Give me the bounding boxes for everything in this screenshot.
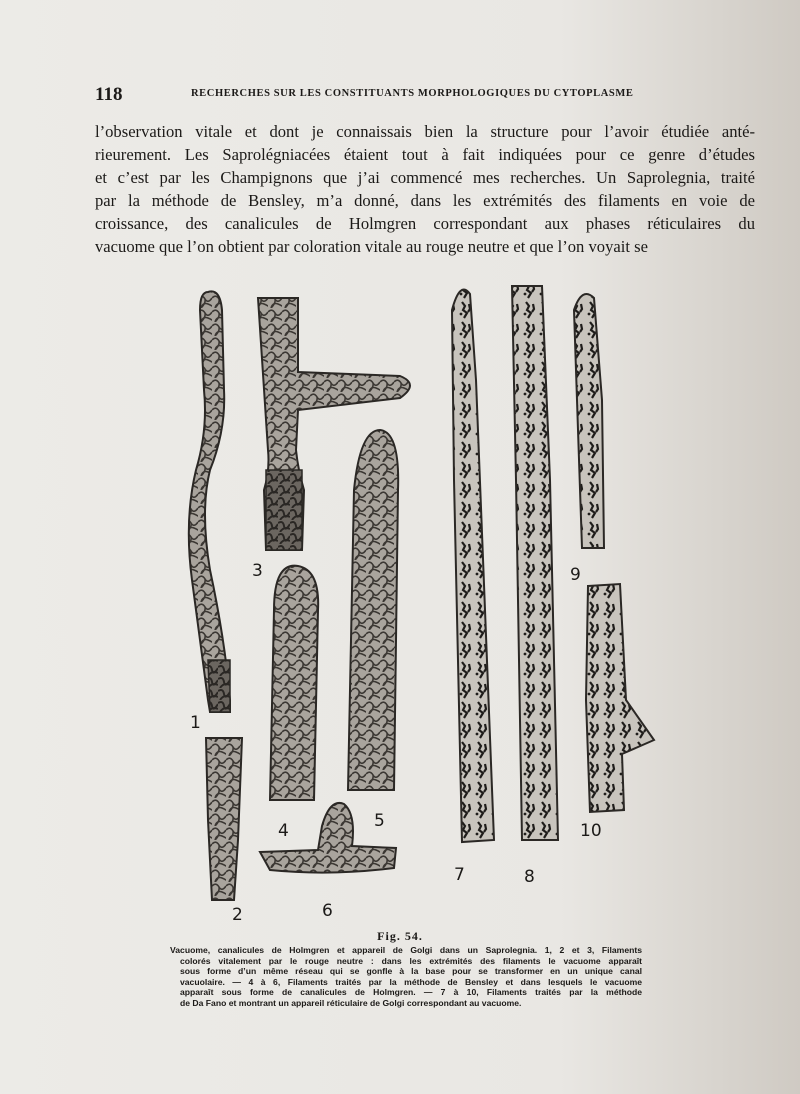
filament-drawings bbox=[170, 280, 670, 925]
filament-5 bbox=[348, 430, 398, 790]
figure-label-10: 10 bbox=[580, 821, 602, 841]
caption-line: colorés vitalement par le rouge neutre : dans les extrémités des filaments le vacuome apparaît bbox=[180, 955, 642, 966]
running-title: RECHERCHES SUR LES CONSTITUANTS MORPHOLOGIQUES DU CYTOPLASME bbox=[191, 88, 634, 99]
figure-label-9: 9 bbox=[570, 565, 581, 585]
body-line: rieurement. Les Saprolégniacées étaient tout à fait indiquées pour ce genre d’études bbox=[95, 145, 755, 164]
body-line: l’observation vitale et dont je connaissais bien la structure pour l’avoir étudiée anté- bbox=[95, 122, 755, 141]
body-line: et c’est par les Champignons que j’ai commencé mes recherches. Un Saprolegnia, traité bbox=[95, 168, 755, 187]
figure-title: Fig. 54. bbox=[377, 929, 423, 943]
caption-line: de Da Fano et montrant un appareil réticulaire de Golgi correspondant au vacuome. bbox=[180, 997, 522, 1008]
body-paragraph bbox=[95, 120, 755, 258]
figure-label-4: 4 bbox=[278, 821, 289, 841]
figure-caption bbox=[170, 945, 642, 1008]
body-line: vacuome que l’on obtient par coloration vitale au rouge neutre et que l’on voyait se bbox=[95, 237, 648, 256]
page-number: 118 bbox=[95, 84, 123, 105]
caption-line: sous forme d’un même réseau qui se gonfle à la base pour se transformer en un unique canal bbox=[180, 966, 642, 976]
caption-line: vacuolaire. — 4 à 6, Filaments traités par la méthode de Bensley et dans lesquels le vacuome bbox=[180, 976, 642, 987]
figure-label-3: 3 bbox=[252, 561, 263, 581]
filament-1 bbox=[189, 291, 230, 712]
figure-label-6: 6 bbox=[322, 901, 333, 921]
page-header bbox=[95, 84, 755, 108]
figure-label-7: 7 bbox=[454, 865, 465, 885]
figure-illustration bbox=[170, 280, 670, 925]
caption-line: Vacuome, canalicules de Holmgren et appareil de Golgi dans un Saprolegnia. 1, 2 et 3, Filaments bbox=[170, 945, 642, 955]
body-line: croissance, des canalicules de Holmgren correspondant aux phases réticulaires du bbox=[95, 214, 755, 233]
filament-4 bbox=[270, 566, 318, 800]
filament-2 bbox=[206, 738, 242, 900]
figure-label-1: 1 bbox=[190, 713, 201, 733]
filament-7 bbox=[452, 290, 494, 842]
filament-8 bbox=[512, 286, 558, 840]
body-line: par la méthode de Bensley, m’a donné, dans les extrémités des filaments en voie de bbox=[95, 191, 755, 210]
figure-label-5: 5 bbox=[374, 811, 385, 831]
figure-label-8: 8 bbox=[524, 867, 535, 887]
caption-line: apparaît sous forme de canalicules de Holmgren. — 7 à 10, Filaments traités par la méthode bbox=[180, 987, 642, 997]
figure-label-2: 2 bbox=[232, 905, 243, 925]
filament-10 bbox=[586, 584, 654, 812]
filament-9 bbox=[574, 294, 604, 548]
